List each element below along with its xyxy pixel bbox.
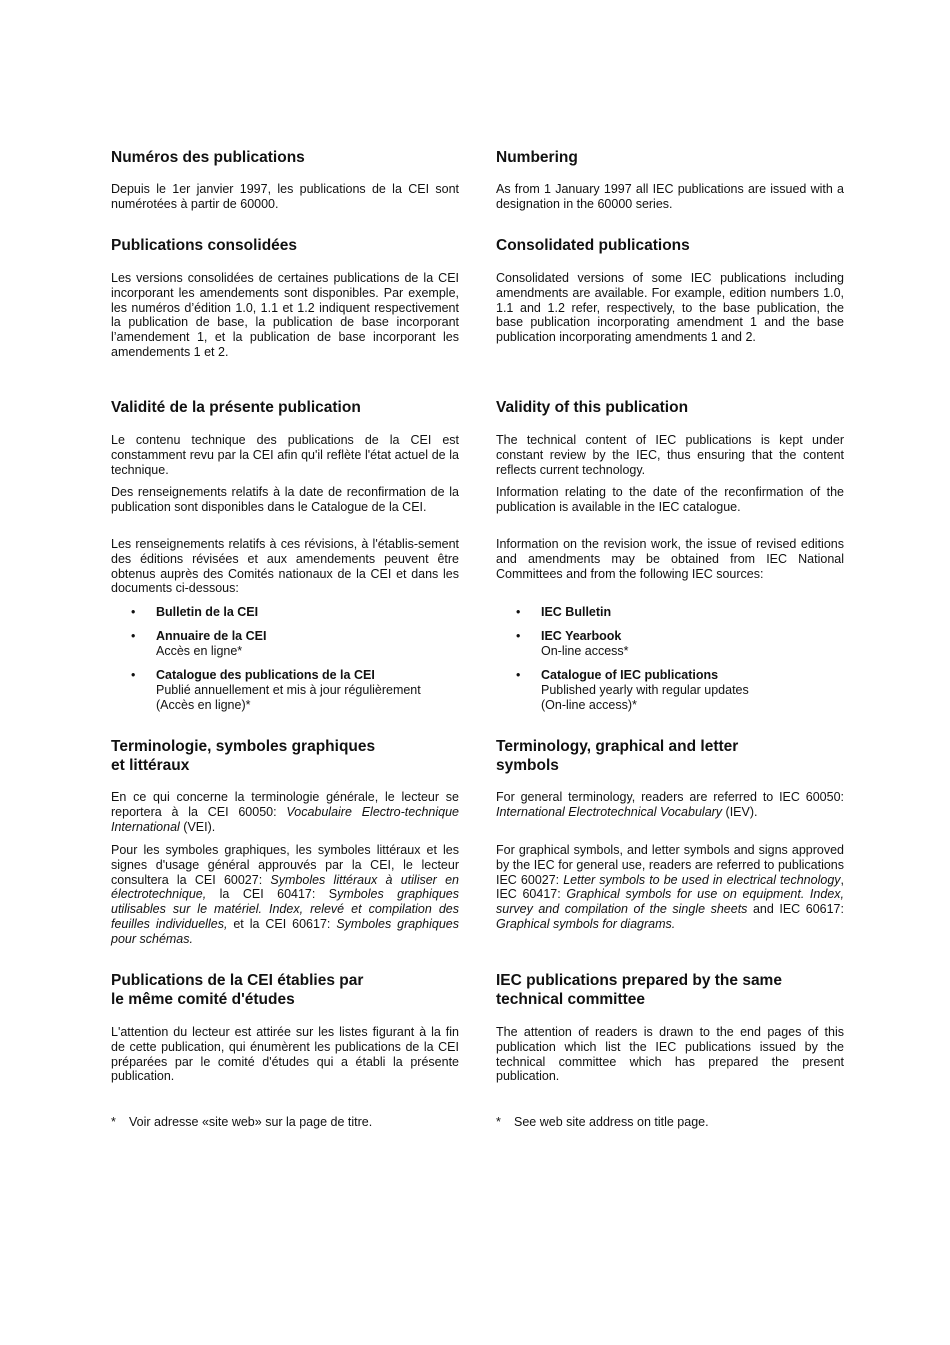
- paragraph-same-committee-fr: L'attention du lecteur est attirée sur les listes figurant à la fin de cette publication, qui énumèrent les publications de la CEI préparées par le comité d'études qui a établi la présente publication.: [111, 1025, 459, 1084]
- paragraph-same-committee-en: The attention of readers is drawn to the end pages of this publication which list the IEC publications issued by the technical committee which has prepared the present publication.: [496, 1025, 844, 1084]
- list-item-title: Bulletin de la CEI: [156, 605, 259, 619]
- heading-line-2: le même comité d'études: [111, 991, 295, 1008]
- heading-same-committee-en: [496, 971, 782, 1009]
- paragraph-consolidated-fr: Les versions consolidées de certaines publications de la CEI incorporant les amendements sont disponibles. Par exemple, les numéros d’édition 1.0, 1.1 et 1.2 indiquent respectivement la publication de base, la publication de base incorporant l’amendement 1, et la publication de base incorporant les amendements 1 et 2.: [111, 271, 459, 359]
- list-item-subtitle-2: (On-line access)*: [541, 697, 637, 712]
- bullet: •: [516, 668, 521, 682]
- bullet: •: [131, 668, 136, 682]
- paragraph-validity-1-fr: Le contenu technique des publications de la CEI est constamment revu par la CEI afin qu'il reflète l'état actuel de la technique.: [111, 433, 459, 477]
- paragraph-numbering-fr: Depuis le 1er janvier 1997, les publications de la CEI sont numérotées à partir de 60000.: [111, 182, 459, 211]
- heading-consolidated-fr: Publications consolidées: [111, 237, 298, 254]
- heading-line-1: Terminology, graphical and letter: [496, 738, 739, 755]
- paragraph-validity-3-en: Information on the revision work, the issue of revised editions and amendments may be obtained from IEC National Committees and from the following IEC sources:: [496, 537, 844, 581]
- list-item-title: IEC Yearbook: [541, 629, 622, 643]
- list-item-title: IEC Bulletin: [541, 605, 612, 619]
- heading-line-2: et littéraux: [111, 757, 190, 774]
- heading-terminology-fr: [111, 737, 375, 775]
- footnote-text: See web site address on title page.: [514, 1115, 709, 1129]
- paragraph-terminology-1-fr: En ce qui concerne la terminologie générale, le lecteur se reportera à la CEI 60050: Vocabulaire Electro-technique International (VEI).: [111, 790, 459, 834]
- paragraph-validity-1-en: The technical content of IEC publications is kept under constant review by the IEC, thus ensuring that the content reflects current technology.: [496, 433, 844, 477]
- heading-validity-en: Validity of this publication: [496, 399, 689, 416]
- list-item-title: Annuaire de la CEI: [156, 629, 267, 643]
- paragraph-validity-2-fr: Des renseignements relatifs à la date de reconfirmation de la publication sont disponibles dans le Catalogue de la CEI.: [111, 485, 459, 514]
- list-item-subtitle-2: (Accès en ligne)*: [156, 697, 251, 712]
- list-item-subtitle: Published yearly with regular updates: [541, 682, 749, 697]
- heading-consolidated-en: Consolidated publications: [496, 237, 690, 254]
- list-item-subtitle: Publié annuellement et mis à jour régulièrement: [156, 682, 421, 697]
- paragraph-consolidated-en: Consolidated versions of some IEC publications including amendments are available. For example, edition numbers 1.0, 1.1 and 1.2 refer, respectively, to the base publication, the base publication incorporating amendment 1 and the base publication incorporating amendments 1 and 2.: [496, 271, 844, 345]
- footnote-star: *: [111, 1115, 116, 1129]
- paragraph-validity-3-fr: Les renseignements relatifs à ces révisions, à l'établis-sement des éditions révisées et aux amendements peuvent être obtenus auprès des Comités nationaux de la CEI et dans les documents ci-dessous:: [111, 537, 459, 596]
- footnote-star: *: [496, 1115, 501, 1129]
- heading-line-2: technical committee: [496, 991, 646, 1008]
- heading-line-1: Publications de la CEI établies par: [111, 972, 364, 989]
- paragraph-terminology-2-en: For graphical symbols, and letter symbols and signs approved by the IEC for general use, readers are referred to publications IEC 60027: Letter symbols to be used in electrical technology, IEC 60417: Graphical symbols for use on equipment. Index, survey and compilation of the single sheets and IEC 60617: Graphical symbols for diagrams.: [496, 843, 845, 931]
- heading-numbering-en: Numbering: [496, 149, 578, 166]
- bullet: •: [131, 629, 136, 643]
- heading-line-1: IEC publications prepared by the same: [496, 972, 782, 989]
- paragraph-validity-2-en: Information relating to the date of the reconfirmation of the publication is available in the IEC catalogue.: [496, 485, 844, 514]
- bullet: •: [131, 605, 136, 619]
- heading-terminology-en: [496, 737, 738, 775]
- heading-line-1: Terminologie, symboles graphiques: [111, 738, 376, 755]
- heading-same-committee-fr: [111, 971, 363, 1009]
- list-item-subtitle: On-line access*: [541, 643, 629, 658]
- footnote-text: Voir adresse «site web» sur la page de titre.: [129, 1115, 373, 1129]
- list-item-title: Catalogue des publications de la CEI: [156, 668, 375, 682]
- list-item-subtitle: Accès en ligne*: [156, 643, 243, 658]
- bullet: •: [516, 629, 521, 643]
- bullet: •: [516, 605, 521, 619]
- heading-line-2: symbols: [496, 757, 559, 774]
- paragraph-terminology-2-fr: Pour les symboles graphiques, les symboles littéraux et les signes d'usage général approuvés par la CEI, le lecteur consultera la CEI 60027: Symboles littéraux à utiliser en électrotechnique, la CEI 60417: Symboles graphiques utilisables sur le matériel. Index, relevé et compilation des feuilles individuelles, et la CEI 60617: Symboles graphiques pour schémas.: [111, 843, 460, 946]
- list-item-title: Catalogue of IEC publications: [541, 668, 719, 682]
- paragraph-numbering-en: As from 1 January 1997 all IEC publications are issued with a designation in the 60000 series.: [496, 182, 844, 211]
- heading-numbering-fr: Numéros des publications: [111, 149, 305, 166]
- heading-validity-fr: Validité de la présente publication: [111, 399, 361, 416]
- paragraph-terminology-1-en: For general terminology, readers are referred to IEC 60050: International Electrotechnical Vocabulary (IEV).: [496, 790, 844, 819]
